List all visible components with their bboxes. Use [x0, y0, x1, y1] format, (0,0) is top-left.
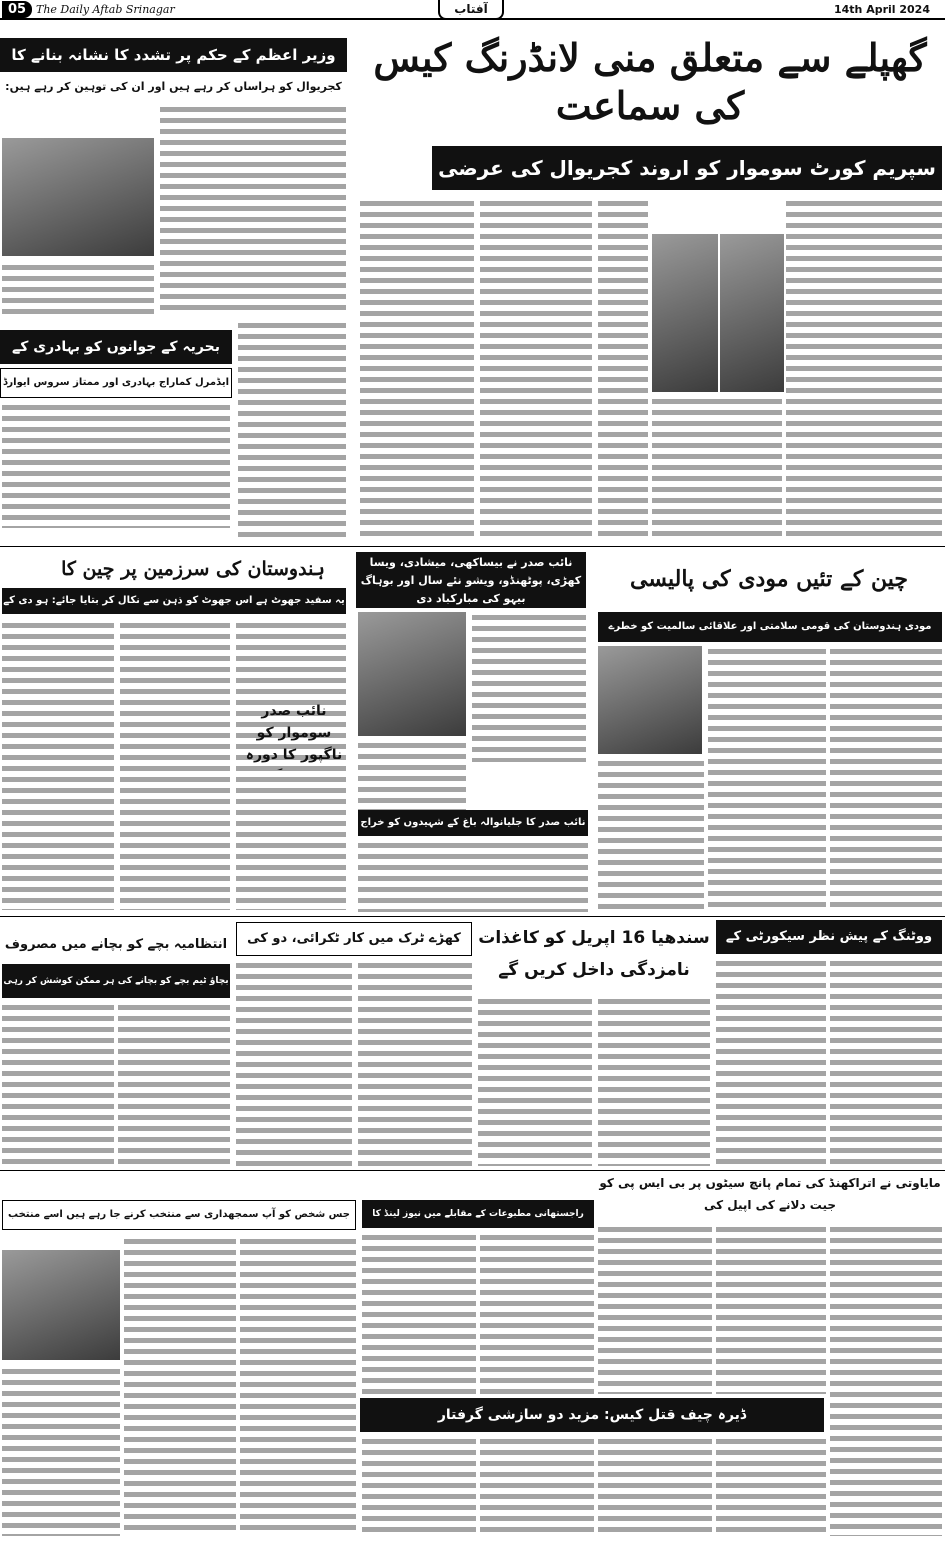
china-land-col-2: [120, 620, 230, 910]
admin-busy-subhead: بچاؤ ٹیم بچے کو بچانے کی ہر ممکن کوشش کر رہی: [2, 964, 230, 998]
mayawati-col-2: [716, 1224, 826, 1394]
admin-busy-headline: انتظامیہ بچے کو بچانے میں مصروف: [4, 937, 228, 952]
navy-body: [2, 402, 230, 528]
left-subhead: کجریوال کو ہراساں کر رہے ہیں اور ان کی توہین کر رہے ہیں:: [5, 80, 342, 93]
kharge-photo: [598, 646, 702, 754]
left-headline: وزیر اعظم کے حکم پر تشدد کا نشانہ بنانے کا: [0, 38, 347, 72]
dera-chief-col-1: [716, 1436, 826, 1536]
china-land-headline: ہندوستان کی سرزمین پر چین کا: [61, 558, 325, 580]
priyanka-col-2: [124, 1236, 236, 1536]
modi-china-headline: چین کے تئیں مودی کی پالیسی: [630, 566, 908, 592]
main-story-col-1: [786, 198, 942, 538]
supreme-court-photo: [720, 234, 784, 392]
priyanka-photo: [2, 1250, 120, 1360]
paper-name: The Daily Aftab Srinagar: [36, 3, 175, 16]
admin-busy-col-1: [118, 1002, 230, 1166]
rajasthani-headline: راجستھانی مطبوعات کے مقابلے میں نیوز لینڈ کا: [362, 1200, 594, 1228]
truck-accident-col-2: [236, 960, 352, 1166]
rajasthani-col-1: [480, 1232, 594, 1394]
dera-chief-col-2: [598, 1436, 712, 1536]
vp-visit-body: [358, 740, 466, 810]
vp-visit-headline: نائب صدر سوموار کو ناگپور کا دورہ: [245, 703, 343, 763]
mayawati-col-1: [830, 1224, 942, 1536]
vp-tribute-headline: نائب صدر نے بیساکھی، میشادی، ویسا کھڑی، پوٹھنڈو، ویشو نئے سال اور بوہاگ بیہو کی مبارکباد دی: [356, 552, 586, 608]
truck-accident-col-1: [358, 960, 472, 1166]
vp-jallianwala-body: [358, 840, 588, 912]
voting-security-headline: ووٹنگ کے پیش نظر سیکورٹی کے: [716, 920, 942, 954]
main-headline: گھپلے سے متعلق منی لانڈرنگ کیس کی سماعت: [373, 35, 927, 128]
china-land-subhead: یہ سفید جھوٹ ہے اس جھوٹ کو ذہن سے نکال کر بتایا جائے: ہو دی کے: [2, 588, 346, 614]
left-story-body-2: [2, 262, 154, 314]
vice-president-photo: [358, 612, 466, 736]
priyanka-col-3: [2, 1366, 120, 1536]
kejriwal-photo: [652, 234, 718, 392]
navy-subhead: ایڈمرل کماراج بہادری اور ممتاز سروس ایوارڈ: [0, 368, 232, 398]
paper-logo: آفتاب: [438, 0, 504, 20]
main-story-col-3: [598, 198, 648, 538]
priyanka-col-1: [240, 1236, 356, 1536]
rajasthani-col-2: [362, 1232, 476, 1394]
sindhia-headline: سندھیا 16 اپریل کو کاغذات نامزدگی داخل کریں گے: [478, 928, 710, 980]
vp-tribute-body: [472, 612, 586, 762]
navy-banner: بحریہ کے جوانوں کو بہادری کے: [0, 330, 232, 364]
main-story-col-2: [652, 396, 782, 538]
dera-chief-col-4: [362, 1436, 476, 1536]
admin-busy-col-2: [2, 1002, 114, 1166]
modi-china-subhead: مودی ہندوستان کی قومی سلامتی اور علاقائی سالمیت کو خطرے: [598, 612, 942, 642]
china-land-col-3: [2, 620, 114, 910]
sindhia-col-1: [598, 996, 710, 1166]
dera-chief-col-3: [480, 1436, 594, 1536]
modi-china-col-1: [830, 646, 942, 910]
truck-accident-headline: کھڑے ٹرک میں کار ٹکرائی، دو کی: [236, 922, 472, 956]
page-number: 05: [2, 1, 32, 18]
vp-jallianwala-headline: نائب صدر کا جلیانوالہ باغ کے شہیدوں کو خراج: [358, 810, 588, 836]
modi-china-col-3: [598, 758, 704, 910]
arrest-story-body: [238, 320, 346, 540]
sindhia-col-2: [478, 996, 592, 1166]
modi-china-col-2: [708, 646, 826, 910]
voting-security-col-2: [716, 958, 826, 1166]
dera-chief-headline: ڈیرہ چیف قتل کیس: مزید دو سازشی گرفتار: [360, 1398, 824, 1432]
main-subhead: سپریم کورٹ سوموار کو اروند کجریوال کی عرضی: [432, 146, 942, 190]
left-story-body: [160, 104, 346, 314]
sanjay-singh-photo: [2, 138, 154, 256]
priyanka-headline: جس شخص کو آپ سمجھداری سے منتخب کرنے جا رہے ہیں اسے منتخب: [2, 1200, 356, 1230]
main-story-col-5: [360, 198, 474, 538]
mayawati-headline: مایاوتی نے اتراکھنڈ کی تمام پانچ سیٹوں پر بی ایس پی کو جیت دلانے کی اپیل کی: [599, 1176, 941, 1212]
issue-date: 14th April 2024: [833, 3, 930, 16]
mayawati-col-3: [598, 1224, 712, 1394]
main-story-col-4: [480, 198, 592, 538]
voting-security-col-1: [830, 958, 942, 1166]
